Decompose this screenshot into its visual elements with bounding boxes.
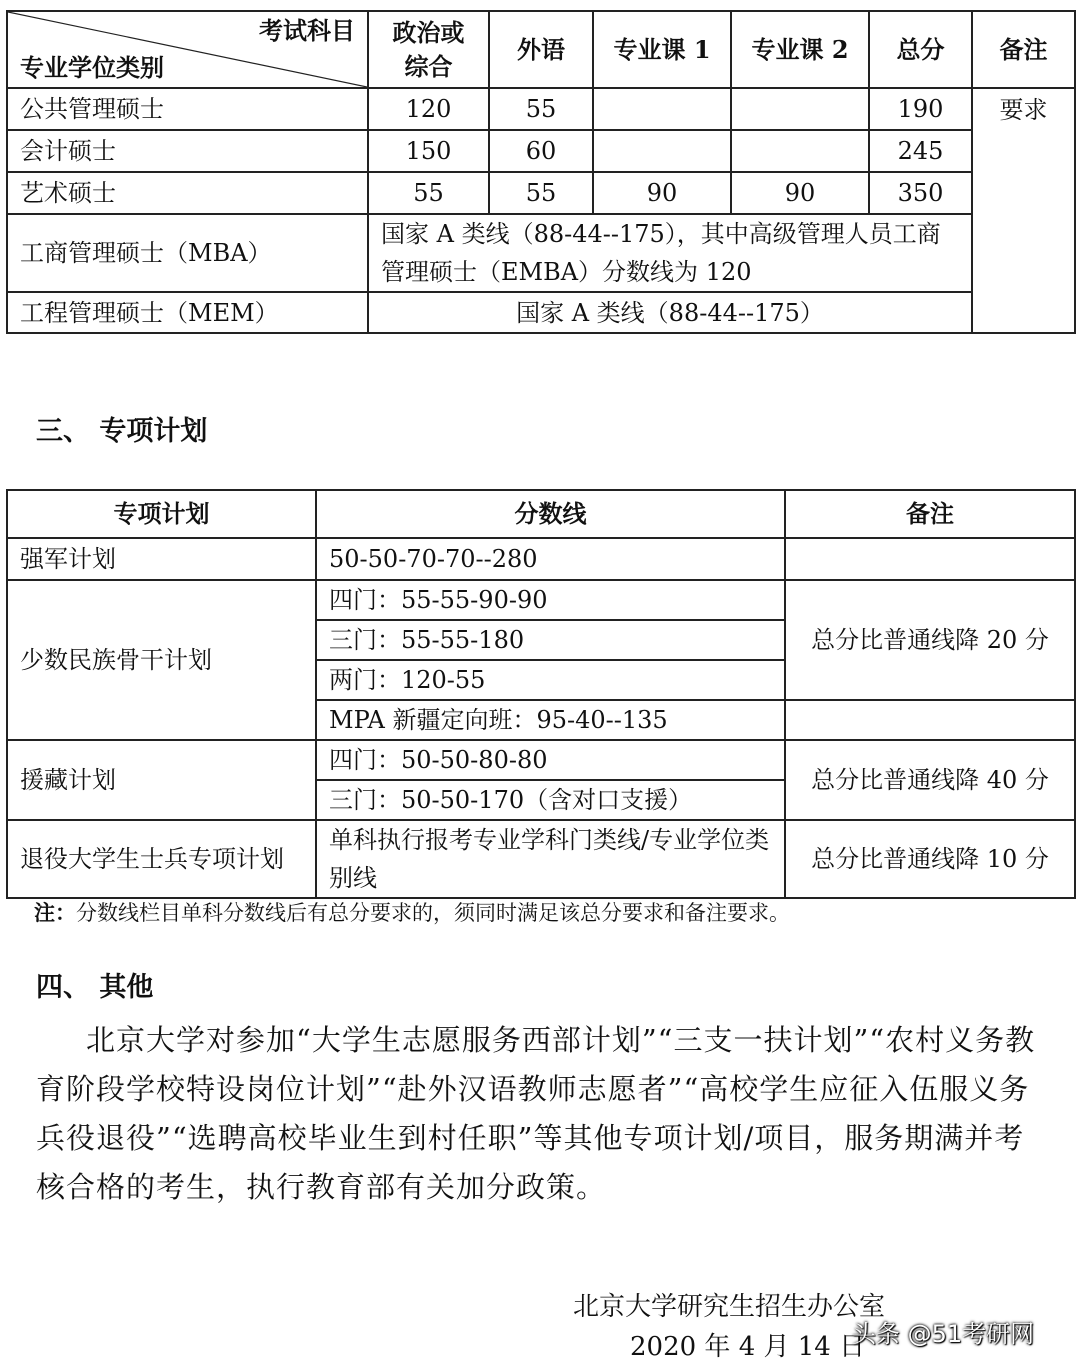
minority-line-2: 两门：120-55	[316, 660, 785, 700]
cell-major-2	[731, 88, 869, 130]
cell-remark: 要求	[972, 88, 1075, 333]
cell-politics: 55	[368, 172, 489, 214]
signature-date: 2020 年 4 月 14 日	[630, 1332, 866, 1362]
table-row	[7, 88, 1075, 130]
row-name: 艺术硕士	[7, 172, 368, 214]
header-politics: 政治或综合	[368, 11, 489, 88]
plan-qiangjun: 强军计划	[7, 538, 316, 580]
plan-minority: 少数民族骨干计划	[7, 580, 316, 740]
minority-line-4: 四门：55-55-90-90	[316, 580, 785, 620]
tibet-line-4: 四门：50-50-80-80	[316, 740, 785, 780]
cell-foreign: 55	[489, 88, 593, 130]
header-remark: 备注	[972, 11, 1075, 88]
table-row	[7, 214, 1075, 292]
table-row	[7, 292, 1075, 333]
cell-major-2: 90	[731, 172, 869, 214]
table-header-row	[7, 11, 1075, 88]
table-row	[7, 538, 1075, 580]
header-major-1: 专业课 1	[593, 11, 731, 88]
minority-line-3: 三门：55-55-180	[316, 620, 785, 660]
header-score-line: 分数线	[316, 490, 785, 538]
minority-mpa-line: MPA 新疆定向班：95-40--135	[316, 700, 785, 740]
tibet-note: 总分比普通线降 40 分	[785, 740, 1075, 820]
section-3-heading: 三、 专项计划	[36, 416, 208, 447]
qiangjun-note	[785, 538, 1075, 580]
cell-major-1: 90	[593, 172, 731, 214]
header-exam-subject: 考试科目	[259, 16, 355, 45]
special-plans-table	[6, 489, 1076, 899]
cell-major-1	[593, 130, 731, 172]
veteran-line: 单科执行报考专业学科门类线/专业学位类别线	[316, 820, 785, 898]
cell-politics: 120	[368, 88, 489, 130]
cell-total: 190	[869, 88, 972, 130]
footnote-text: 分数线栏目单科分数线后有总分要求的，须同时满足该总分要求和备注要求。	[76, 901, 790, 925]
row-name: 会计硕士	[7, 130, 368, 172]
veteran-note: 总分比普通线降 10 分	[785, 820, 1075, 898]
cell-major-1	[593, 88, 731, 130]
plan-veteran: 退役大学生士兵专项计划	[7, 820, 316, 898]
header-total: 总分	[869, 11, 972, 88]
cell-foreign: 55	[489, 172, 593, 214]
cell-mem-line: 国家 A 类线（88-44--175）	[368, 292, 972, 333]
minority-note: 总分比普通线降 20 分	[785, 580, 1075, 700]
plan-tibet: 援藏计划	[7, 740, 316, 820]
section-4-paragraph: 北京大学对参加“大学生志愿服务西部计划”“三支一扶计划”“农村义务教育阶段学校特设岗位计划”“赴外汉语教师志愿者”“高校学生应征入伍服义务兵役退役”“选聘高校毕业生到村任职”等其他专项计划/项目，服务期满并考核合格的考生，执行教育部有关加分政策。	[36, 1023, 1036, 1204]
header-foreign-language: 外语	[489, 11, 593, 88]
qiangjun-line: 50-50-70-70--280	[316, 538, 785, 580]
table-header-row	[7, 490, 1075, 538]
professional-degree-table	[6, 10, 1076, 334]
minority-mpa-note	[785, 700, 1075, 740]
table-row	[7, 820, 1075, 898]
section-4-heading: 四、 其他	[36, 972, 154, 1003]
header-degree-type: 专业学位类别	[20, 53, 164, 82]
row-name: 公共管理硕士	[7, 88, 368, 130]
cell-major-2	[731, 130, 869, 172]
signature-org: 北京大学研究生招生办公室	[573, 1292, 886, 1322]
row-name-mem: 工程管理硕士（MEM）	[7, 292, 368, 333]
tibet-line-3: 三门：50-50-170（含对口支援）	[316, 780, 785, 820]
watermark: 头条 @51考研网	[852, 1320, 1035, 1348]
cell-total: 350	[869, 172, 972, 214]
cell-mba-line: 国家 A 类线（88-44--175），其中高级管理人员工商管理硕士（EMBA）分数线为 120	[368, 214, 972, 292]
cell-total: 245	[869, 130, 972, 172]
header-plan: 专项计划	[7, 490, 316, 538]
footnote	[34, 898, 790, 928]
table-row	[7, 580, 1075, 620]
cell-politics: 150	[368, 130, 489, 172]
cell-foreign: 60	[489, 130, 593, 172]
row-name-mba: 工商管理硕士（MBA）	[7, 214, 368, 292]
table-row	[7, 130, 1075, 172]
table-row	[7, 172, 1075, 214]
table-row	[7, 740, 1075, 780]
header-major-2: 专业课 2	[731, 11, 869, 88]
footnote-label: 注：	[34, 900, 76, 925]
diagonal-header-cell	[7, 11, 368, 88]
header-remark: 备注	[785, 490, 1075, 538]
